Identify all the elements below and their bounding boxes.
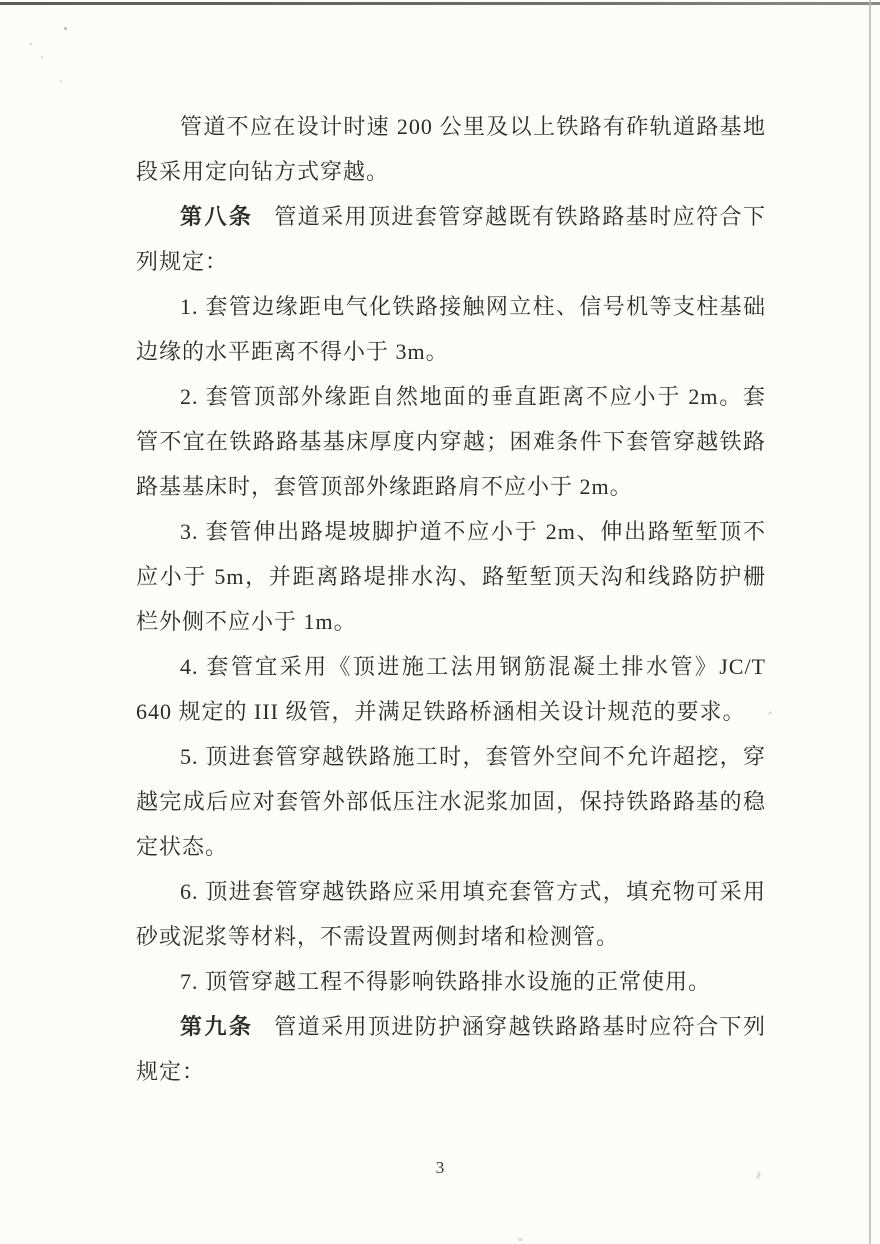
list-item-3: 3. 套管伸出路堤坡脚护道不应小于 2m、伸出路堑堑顶不应小于 5m，并距离路堤排水沟、路堑堑顶天沟和线路防护栅栏外侧不应小于 1m。 xyxy=(136,519,766,634)
page-number: 3 xyxy=(435,1158,445,1177)
scan-speck xyxy=(41,56,43,58)
article-8-number: 第八条 xyxy=(180,204,254,229)
list-item-2: 2. 套管顶部外缘距自然地面的垂直距离不应小于 2m。套管不宜在铁路路基基床厚度内穿越；困难条件下套管穿越铁路路基基床时，套管顶部外缘距路肩不应小于 2m。 xyxy=(136,384,766,499)
list-item-5: 5. 顶进套管穿越铁路施工时，套管外空间不允许超挖，穿越完成后应对套管外部低压注水泥浆加固，保持铁路路基的稳定状态。 xyxy=(136,744,766,859)
article-9-number: 第九条 xyxy=(180,1014,254,1039)
scan-speck xyxy=(768,711,772,715)
article-9-text: 管道采用顶进防护涵穿越铁路路基时应符合下列规定： xyxy=(136,1014,766,1084)
list-item-7: 7. 顶管穿越工程不得影响铁路排水设施的正常使用。 xyxy=(180,969,712,994)
scan-artifact-top-edge xyxy=(0,2,880,5)
scan-artifact-right-line xyxy=(869,0,871,1244)
scan-speck xyxy=(60,80,62,82)
document-body xyxy=(136,104,766,1094)
paragraph-intro: 管道不应在设计时速 200 公里及以上铁路有砟轨道路基地段采用定向钻方式穿越。 xyxy=(136,114,766,184)
article-9-paragraph xyxy=(136,1004,766,1094)
scan-speck xyxy=(64,27,67,30)
article-8-text: 管道采用顶进套管穿越既有铁路路基时应符合下列规定： xyxy=(136,204,766,274)
list-item-1: 1. 套管边缘距电气化铁路接触网立柱、信号机等支柱基础边缘的水平距离不得小于 3m。 xyxy=(136,294,766,364)
scan-speck xyxy=(30,43,32,45)
scan-speck xyxy=(518,1238,523,1241)
article-8-paragraph xyxy=(136,194,766,284)
list-item-4: 4. 套管宜采用《顶进施工法用钢筋混凝土排水管》JC/T 640 规定的 III 级管，并满足铁路桥涵相关设计规范的要求。 xyxy=(136,654,766,724)
list-item-6: 6. 顶进套管穿越铁路应采用填充套管方式，填充物可采用砂或泥浆等材料，不需设置两侧封堵和检测管。 xyxy=(136,879,766,949)
